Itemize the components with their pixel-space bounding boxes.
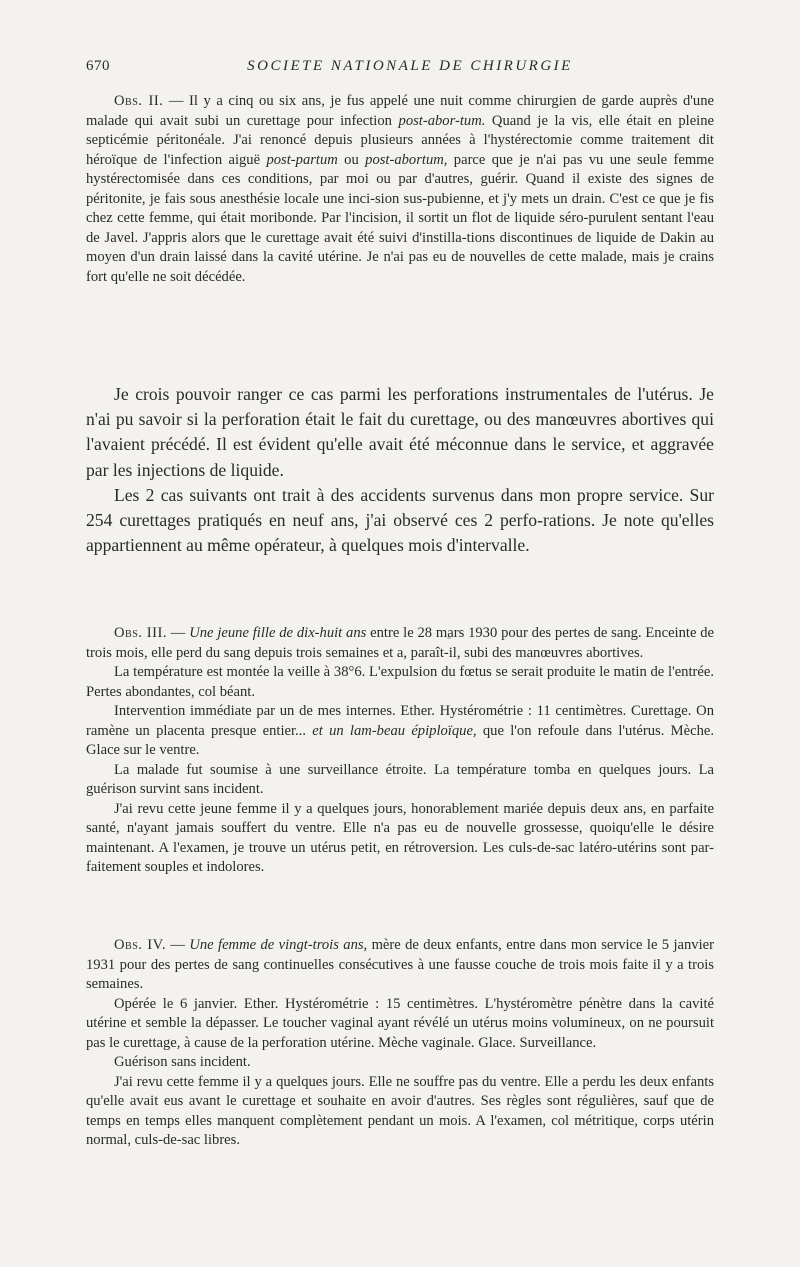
obs-2-label: Obs. II. bbox=[114, 93, 164, 109]
obs-3-paragraph-2: La température est montée la veille à 38°6. L'expulsion du fœtus se serait produite le matin de l'entrée. Pertes abondantes, col béant. bbox=[86, 664, 714, 700]
obs-4-paragraph-3: Guérison sans incident. bbox=[114, 1054, 251, 1070]
obs-3-label: Obs. III. bbox=[114, 625, 167, 641]
discussion-paragraph-2: Les 2 cas suivants ont trait à des accidents survenus dans mon propre service. Sur 254 curettages pratiqués en neuf ans, j'ai observé ces 2 perfo-rations. Je note qu'elles appartiennent au même opérateur, à quelques mois d'intervalle. bbox=[86, 484, 714, 556]
obs-4-paragraph-1: Obs. IV. — Une femme de vingt-trois ans, mère de deux enfants, entre dans mon service le 5 janvier 1931 pour des pertes de sang continuelles consécutives à une fausse couche de trois mois faite il y a trois semaines. bbox=[86, 937, 714, 992]
obs-3-paragraph-3: Intervention immédiate par un de mes internes. Ether. Hystérométrie : 11 centimètres. Curettage. On ramène un placenta presque entier... et un lam-beau épiploïque, que l'on refoule dans l'utérus. Mèche. Glace sur le ventre. bbox=[86, 703, 715, 758]
obs-4-paragraph-4: J'ai revu cette femme il y a quelques jours. Elle ne souffre pas du ventre. Elle a perdu les deux enfants qu'elle avait eus avant le curettage et souhaite en avoir d'autres. Ses règles sont régulières, sauf que de temps en temps elles manquent complètement pendant un mois. A l'examen, col métritique, corps utérin normal, culs-de-sac libres. bbox=[86, 1073, 714, 1148]
obs-3-paragraph-5: J'ai revu cette jeune femme il y a quelques jours, honorablement mariée depuis deux ans, en parfaite santé, n'ayant jamais souffert du ventre. Elle n'a pas eu de nouvelle grossesse, quoiqu'elle le désire maintenant. A l'examen, je trouve un utérus petit, en rétroversion. Les culs-de-sac latéro-utérins sont par-faitement souples et indolores. bbox=[86, 800, 714, 875]
page-header bbox=[86, 58, 714, 75]
observation-2 bbox=[86, 92, 714, 287]
obs-2-paragraph: Obs. II. — Il y a cinq ou six ans, je fus appelé une nuit comme chirurgien de garde auprès d'une malade qui avait subi un curettage pour infection post-abor-tum. Quand je la vis, elle était en pleine septicémie péritonéale. J'ai renoncé depuis plusieurs années à l'hystérectomie comme traitement dit héroïque de l'infection aiguë post-partum ou post-abortum, parce que je n'ai pas vu une seule femme hystérectomisée dans ces conditions, par moi ou par d'autres, guérir. Quand il existe des signes de péritonite, je fais sous anesthésie locale une inci-sion sus-pubienne, et j'y mets un drain. C'est ce que je fis chez cette femme, qui était moribonde. Par l'incision, il sortit un flot de liquide séro-purulent sentant l'eau de Javel. J'appris alors que le curettage avait été suivi d'instilla-tions discontinues de liquide de Dakin au moyen d'un drain laissé dans la cavité utérine. Je n'ai pas eu de nouvelles de cette malade, mais je crains fort qu'elle ne soit décédée. bbox=[86, 93, 715, 285]
obs-4-title: Une femme de vingt-trois ans, bbox=[189, 937, 368, 953]
observation-3 bbox=[86, 624, 714, 878]
discussion bbox=[86, 382, 714, 558]
obs-3-title: Une jeune fille de dix-huit ans bbox=[189, 625, 367, 641]
page-number: 670 bbox=[86, 58, 110, 74]
running-title: SOCIETE NATIONALE DE CHIRURGIE bbox=[247, 58, 573, 74]
obs-3-paragraph-4: La malade fut soumise à une surveillance étroite. La température tomba en quelques jours. La guérison survint sans incident. bbox=[86, 761, 714, 797]
observation-4 bbox=[86, 936, 714, 1151]
discussion-paragraph-1: Je crois pouvoir ranger ce cas parmi les perforations instrumentales de l'utérus. Je n'ai pu savoir si la perforation était le fait du curettage, ou des manœuvres abortives qui l'avaient précédé. Il est évident qu'elle avait été méconnue dans le service, et aggravée par les injections de liquide. bbox=[86, 384, 714, 480]
obs-3-paragraph-1: Obs. III. — Une jeune fille de dix-huit ans entre le 28 mars 1930 pour des pertes de sang. Enceinte de trois mois, elle perd du sang depuis trois semaines et a, paraît-il, subi des manœuvres abortives. bbox=[86, 625, 715, 661]
obs-4-label: Obs. IV. bbox=[114, 937, 166, 953]
obs-4-paragraph-2: Opérée le 6 janvier. Ether. Hystérométrie : 15 centimètres. L'hystéromètre pénètre dans la cavité utérine et semble la dépasser. Le toucher vaginal ayant révélé un utérus moins volumineux, on ne poursuit pas le curettage, à cause de la perforation utérine. Mèche vaginale. Glace. Surveillance. bbox=[86, 995, 714, 1051]
